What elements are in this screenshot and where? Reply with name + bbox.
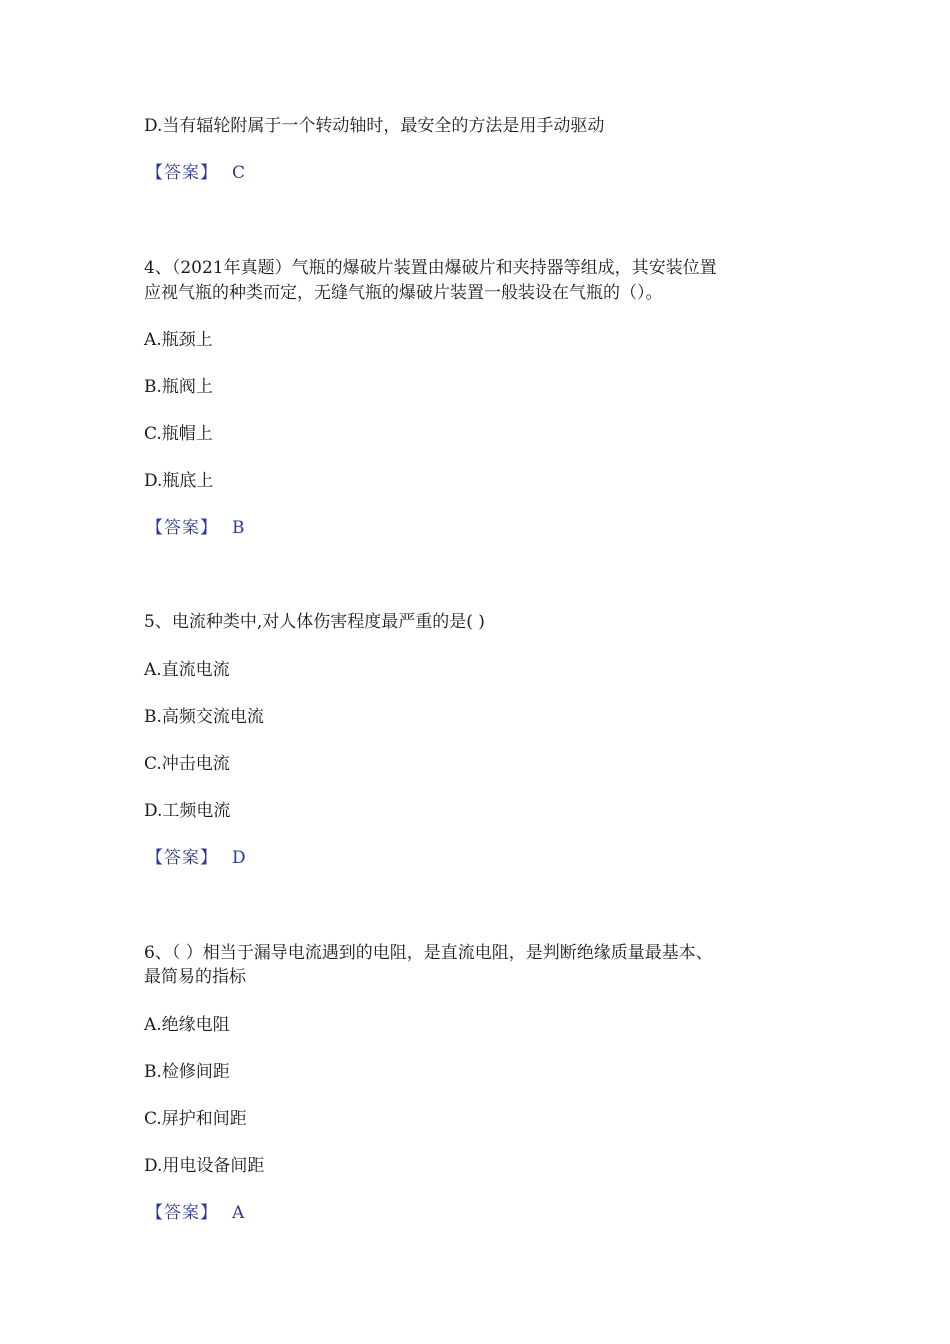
q5-option-a: A.直流电流 xyxy=(144,660,230,680)
q6-option-c: C.屏护和间距 xyxy=(144,1109,247,1129)
q5-option-b: B.高频交流电流 xyxy=(144,707,264,727)
q6-stem-line1: 6、（ ）相当于漏导电流遇到的电阻，是直流电阻，是判断绝缘质量最基本、 xyxy=(144,943,713,963)
q4-answer xyxy=(146,517,245,539)
q5-option-c: C.冲击电流 xyxy=(144,754,230,774)
q6-answer xyxy=(146,1202,244,1224)
q4-option-c: C.瓶帽上 xyxy=(144,424,213,444)
q6-answer-value: A xyxy=(232,1203,245,1223)
q5-answer-label: 【答案】 xyxy=(146,848,218,868)
q4-option-b: B.瓶阀上 xyxy=(144,377,213,397)
q3-answer xyxy=(146,162,245,184)
q6-option-a: A.绝缘电阻 xyxy=(144,1015,230,1035)
q5-answer xyxy=(146,847,246,869)
q5-option-d: D.工频电流 xyxy=(144,801,231,821)
q4-stem-line2: 应视气瓶的种类而定，无缝气瓶的爆破片装置一般装设在气瓶的（）。 xyxy=(144,283,663,303)
q6-answer-label: 【答案】 xyxy=(146,1203,218,1223)
q5-answer-value: D xyxy=(232,848,246,868)
q6-option-d: D.用电设备间距 xyxy=(144,1156,265,1176)
q4-stem-line1: 4、（2021年真题）气瓶的爆破片装置由爆破片和夹持器等组成，其安装位置 xyxy=(144,258,717,278)
q4-option-d: D.瓶底上 xyxy=(144,471,214,491)
q5-stem-line1: 5、电流种类中,对人体伤害程度最严重的是( ) xyxy=(144,612,485,632)
q3-answer-label: 【答案】 xyxy=(146,163,218,183)
q6-stem-line2: 最简易的指标 xyxy=(144,967,246,987)
q3-answer-value: C xyxy=(232,163,246,183)
q3-option-d: D.当有辐轮附属于一个转动轴时，最安全的方法是用手动驱动 xyxy=(144,116,605,136)
q4-answer-label: 【答案】 xyxy=(146,518,218,538)
q4-option-a: A.瓶颈上 xyxy=(144,330,213,350)
q6-option-b: B.检修间距 xyxy=(144,1062,230,1082)
q4-answer-value: B xyxy=(232,518,245,538)
